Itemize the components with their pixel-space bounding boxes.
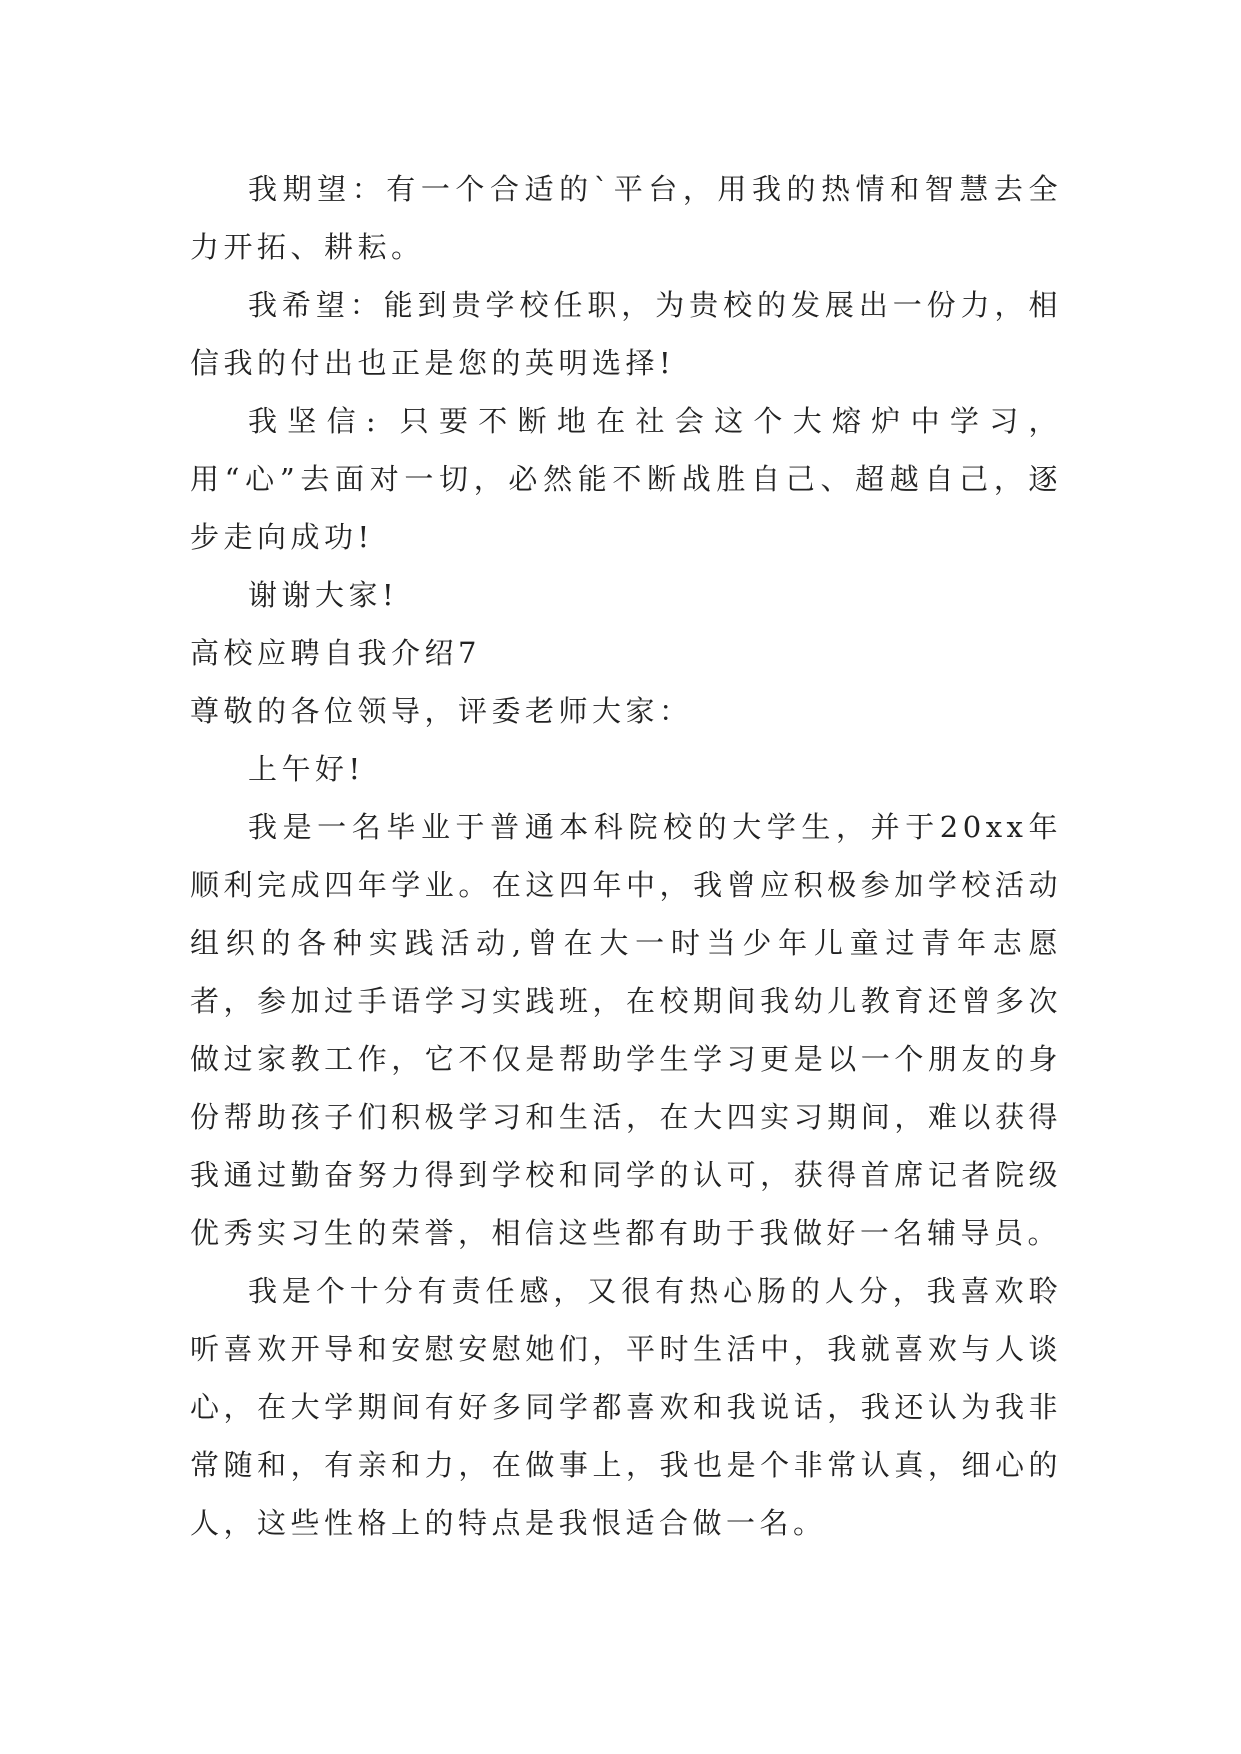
paragraph-background: 我是一名毕业于普通本科院校的大学生，并于20xx年顺利完成四年学业。在这四年中，我曾应积极参加学校活动组织的各种实践活动,曾在大一时当少年儿童过青年志愿者，参加过手语学习实践班，在校期间我幼儿教育还曾多次做过家教工作，它不仅是帮助学生学习更是以一个朋友的身份帮助孩子们积极学习和生活，在大四实习期间，难以获得我通过勤奋努力得到学校和同学的认可，获得首席记者院级优秀实习生的荣誉，相信这些都有助于我做好一名辅导员。 (190, 810, 1062, 1250)
paragraph-hope: 我希望：能到贵学校任职，为贵校的发展出一份力，相信我的付出也正是您的英明选择! (190, 288, 1062, 380)
greeting: 上午好! (248, 752, 365, 786)
section-heading: 高校应聘自我介绍7 (190, 636, 481, 670)
paragraph-belief: 我坚信: 只要不断地在社会这个大熔炉中学习，用“心”去面对一切，必然能不断战胜自己、超越自己，逐步走向成功! (190, 404, 1062, 554)
paragraph-expectation: 我期望：有一个合适的`平台，用我的热情和智慧去全力开拓、耕耘。 (190, 172, 1062, 264)
paragraph-thanks: 谢谢大家! (248, 578, 399, 612)
salutation: 尊敬的各位领导，评委老师大家： (190, 694, 693, 728)
paragraph-personality: 我是个十分有责任感，又很有热心肠的人分，我喜欢聆听喜欢开导和安慰安慰她们，平时生活中，我就喜欢与人谈心，在大学期间有好多同学都喜欢和我说话，我还认为我非常随和，有亲和力，在做事上，我也是个非常认真，细心的人，这些性格上的特点是我恨适合做一名。 (190, 1274, 1062, 1540)
document-body (190, 160, 1062, 1552)
